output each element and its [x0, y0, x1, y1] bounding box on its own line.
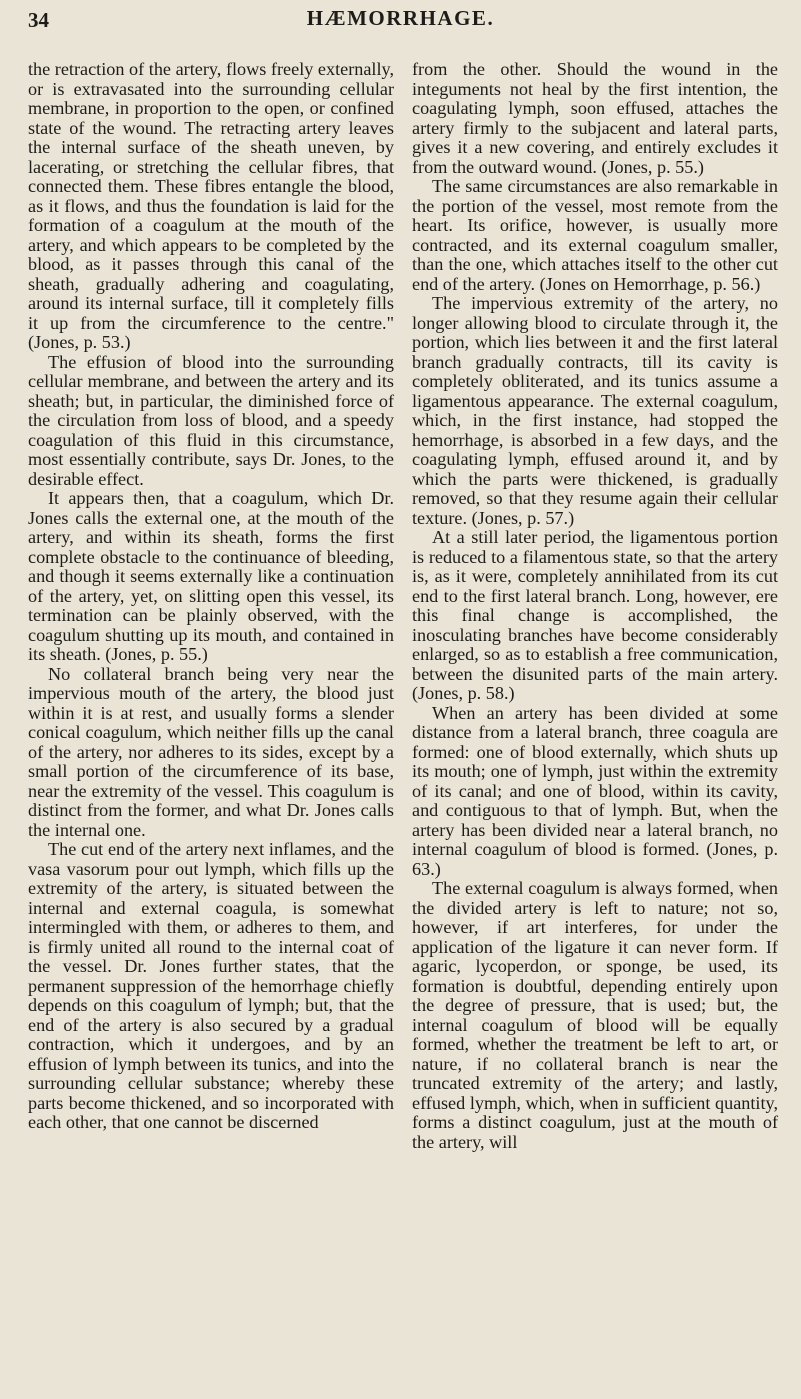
paragraph: from the other. Should the wound in the integuments not heal by the first intention, the coagulating lymph, soon effused, attaches the artery firmly to the subjacent and lateral parts, gives it a new covering, and entirely excludes it from the outward wound. (Jones, p. 55.) — [412, 59, 778, 177]
running-title: HÆMORRHAGE. — [306, 6, 495, 30]
page-number: 34 — [28, 8, 49, 32]
paragraph: The effusion of blood into the surrounding cellular membrane, and between the artery and its sheath; but, in particular, the diminished force of the circulation from loss of blood, and a speedy coagulation of this fluid in this circumstance, most essentially contribute, says Dr. Jones, to the desirable effect. — [28, 351, 394, 489]
paragraph: When an artery has been divided at some distance from a lateral branch, three coagula are formed: one of blood externally, which shuts up its mouth; one of lymph, just within the extremity of its canal; and one of blood, within its cavity, and contiguous to that of lymph. But, when the artery has been divided near a lateral branch, no internal coagulum of blood is formed. (Jones, p. 63.) — [412, 702, 778, 879]
left-text-column — [28, 60, 394, 1133]
right-text-column — [412, 60, 778, 1152]
paragraph: The cut end of the artery next inflames, and the vasa vasorum pour out lymph, which fills up the extremity of the artery, is situated between the internal and external coagula, is somewhat intermingled with them, or adheres to them, and is firmly united all round to the internal coat of the vessel. Dr. Jones further states, that the permanent suppression of the hemorrhage chiefly depends on this coagulum of lymph; but, that the end of the artery is also secured by a gradual contraction, which it undergoes, and by an effusion of lymph between its tunics, and into the surrounding cellular substance; whereby these parts become thickened, and so incorporated with each other, that one cannot be discerned — [28, 839, 394, 1132]
paragraph: No collateral branch being very near the impervious mouth of the artery, the blood just within it is at rest, and usually forms a slender conical coagulum, which neither fills up the canal of the artery, nor adheres to its sides, except by a small portion of the circumference of its base, near the extremity of the vessel. This coagulum is distinct from the former, and what Dr. Jones calls the internal one. — [28, 663, 394, 840]
paragraph: It appears then, that a coagulum, which Dr. Jones calls the external one, at the mouth of the artery, and within its sheath, forms the first complete obstacle to the continuance of bleeding, and though it seems externally like a continuation of the artery, yet, on slitting open this vessel, its termination can be plainly observed, with the coagulum shutting up its mouth, and contained in its sheath. (Jones, p. 55.) — [28, 488, 394, 664]
paragraph: The same circumstances are also remarkable in the portion of the vessel, most remote from the heart. Its orifice, however, is usually more contracted, and its external coagulum smaller, than the one, which attaches itself to the other cut end of the artery. (Jones on Hemorrhage, p. 56.) — [412, 176, 778, 294]
paragraph: At a still later period, the ligamentous portion is reduced to a filamentous state, so that the artery is, as it were, completely annihilated from its cut end to the first lateral branch. Long, however, ere this final change is accomplished, the inosculating branches have become considerably enlarged, so as to establish a free communication, between the disunited parts of the main artery. (Jones, p. 58.) — [412, 527, 778, 703]
paragraph: the retraction of the artery, flows freely externally, or is extravasated into the surrounding cellular membrane, in proportion to the open, or confined state of the wound. The retracting artery leaves the internal surface of the sheath uneven, by lacerating, or stretching the cellular fibres, that connected them. These fibres entangle the blood, as it flows, and thus the foundation is laid for the formation of a coagulum at the mouth of the artery, and which appears to be completed by the blood, as it passes through this canal of the sheath, gradually adhering and coagulating, around its internal surface, till it completely fills it up from the circumference to the centre." (Jones, p. 53.) — [28, 59, 394, 352]
paragraph: The external coagulum is always formed, when the divided artery is left to nature; not so, however, if art interferes, for under the application of the ligature it can never form. If agaric, lycoperdon, or sponge, be used, its formation is doubtful, depending entirely upon the degree of pressure, that is used; but, the internal coagulum of blood will be equally formed, whether the treatment be left to art, or nature, if no collateral branch is near the truncated extremity of the artery; and lastly, effused lymph, which, when in sufficient quantity, forms a distinct coagulum, just at the mouth of the artery, will — [412, 878, 778, 1152]
paragraph: The impervious extremity of the artery, no longer allowing blood to circulate through it, the portion, which lies between it and the first lateral branch gradually contracts, till its cavity is completely obliterated, and its tunics assume a ligamentous appearance. The external coagulum, which, in the first instance, had stopped the hemorrhage, is absorbed in a few days, and the coagulating lymph, effused around it, and by which the parts were thickened, is gradually removed, so that they resume again their cellular texture. (Jones, p. 57.) — [412, 293, 778, 528]
